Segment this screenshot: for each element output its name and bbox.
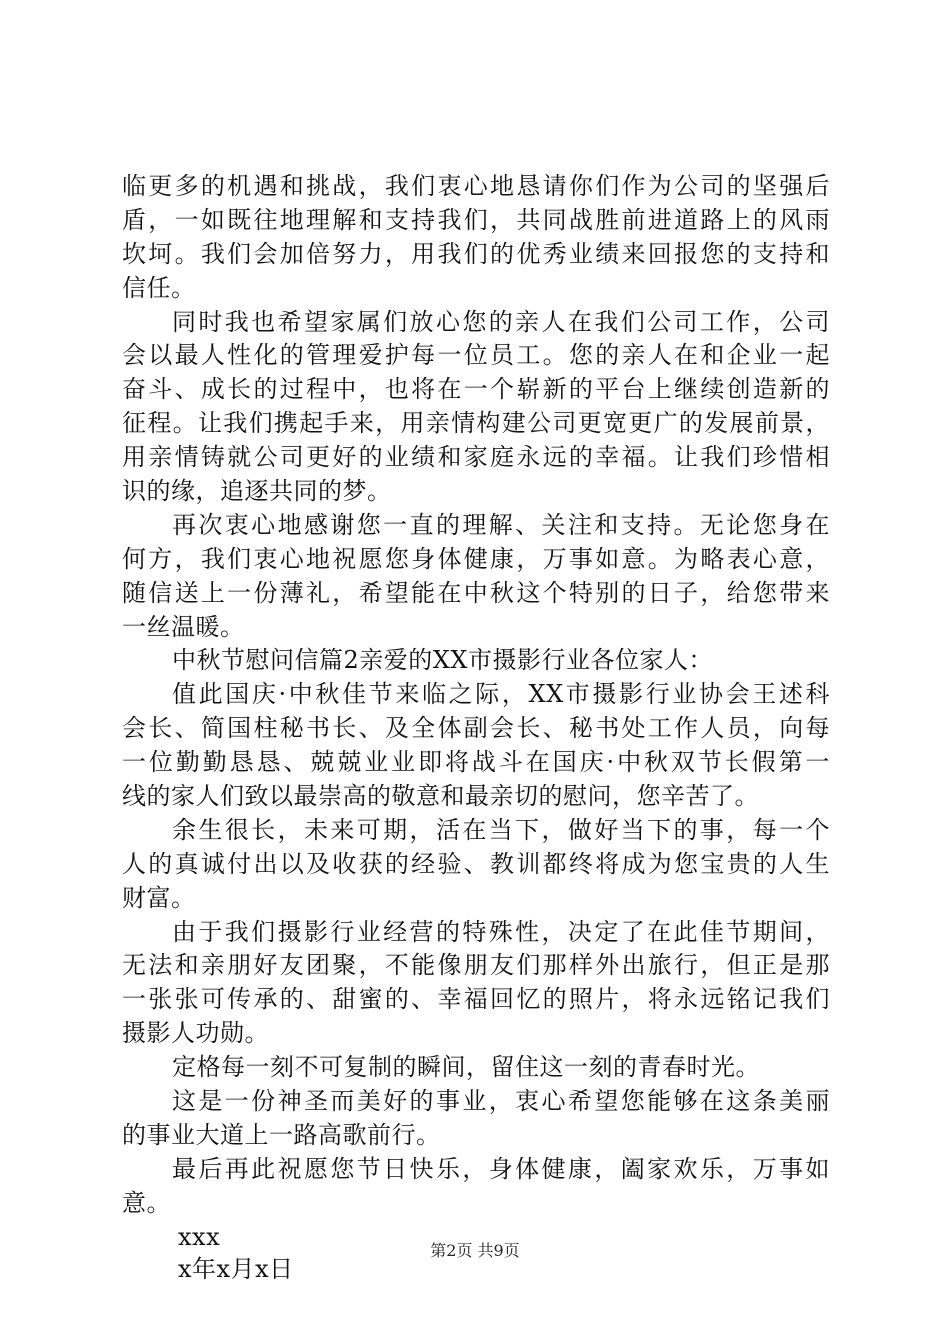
text-line: 的事业大道上一路高歌前行。 (122, 1120, 441, 1149)
text-line: 奋斗、成长的过程中，也将在一个崭新的平台上继续创造新的 (122, 375, 830, 404)
text-line: 临更多的机遇和挑战，我们衷心地恳请你们作为公司的坚强后 (122, 172, 830, 200)
text-line: 线的家人们致以最崇高的敬意和最亲切的慰问，您辛苦了。 (122, 782, 759, 811)
text-line: 盾，一如既往地理解和支持我们，共同战胜前进道路上的风雨 (122, 205, 830, 234)
text-line: 再次衷心地感谢您一直的理解、关注和支持。无论您身在 (172, 510, 830, 539)
text-line: 摄影人功勋。 (122, 1019, 269, 1048)
page-number-footer: 第2页 共9页 (430, 1241, 520, 1260)
text-line: 一位勤勤恳恳、兢兢业业即将战斗在国庆·中秋双节长假第一 (122, 748, 830, 777)
text-line: 意。 (122, 1188, 171, 1217)
text-line: 会长、简国柱秘书长、及全体副会长、秘书处工作人员，向每 (122, 714, 830, 743)
text-line: 一张张可传承的、甜蜜的、幸福回忆的照片，将永远铭记我们 (122, 985, 830, 1014)
text-line: 何方，我们衷心地祝愿您身体健康，万事如意。为略表心意， (122, 544, 830, 573)
section-heading-line: 中秋节慰问信篇2亲爱的XX市摄影行业各位家人： (172, 646, 713, 675)
text-line: 会以最人性化的管理爱护每一位员工。您的亲人在和企业一起 (122, 341, 830, 370)
signature-date: x年x月x日 (178, 1254, 294, 1283)
letter-body (122, 170, 830, 1285)
text-line: 识的缘，追逐共同的梦。 (122, 477, 392, 506)
text-line: 一丝温暖。 (122, 612, 245, 641)
text-line: 坎坷。我们会加倍努力，用我们的优秀业绩来回报您的支持和 (122, 239, 830, 268)
text-line: 这是一份神圣而美好的事业，衷心希望您能够在这条美丽 (172, 1087, 830, 1116)
text-line: 余生很长，未来可期，活在当下，做好当下的事，每一个 (172, 815, 830, 844)
text-line: 值此国庆·中秋佳节来临之际，XX市摄影行业协会王述科 (172, 680, 830, 709)
text-line: 人的真诚付出以及收获的经验、教训都终将成为您宝贵的人生 (122, 849, 830, 878)
text-line: 最后再此祝愿您节日快乐，身体健康，阖家欢乐，万事如 (172, 1154, 830, 1183)
text-line: 用亲情铸就公司更好的业绩和家庭永远的幸福。让我们珍惜相 (122, 443, 830, 472)
text-line: 由于我们摄影行业经营的特殊性，决定了在此佳节期间， (172, 917, 830, 946)
text-line: 征程。让我们携起手来，用亲情构建公司更宽更广的发展前景， (122, 409, 830, 438)
text-line: 信任。 (122, 273, 196, 302)
text-line: 随信送上一份薄礼，希望能在中秋这个特别的日子，给您带来 (122, 578, 830, 607)
text-line: 无法和亲朋好友团聚，不能像朋友们那样外出旅行，但正是那 (122, 951, 830, 980)
text-line: 同时我也希望家属们放心您的亲人在我们公司工作，公司 (172, 307, 830, 336)
signature-name: xxx (178, 1222, 221, 1251)
text-line: 财富。 (122, 883, 196, 912)
text-line: 定格每一刻不可复制的瞬间，留住这一刻的青春时光。 (172, 1053, 760, 1082)
